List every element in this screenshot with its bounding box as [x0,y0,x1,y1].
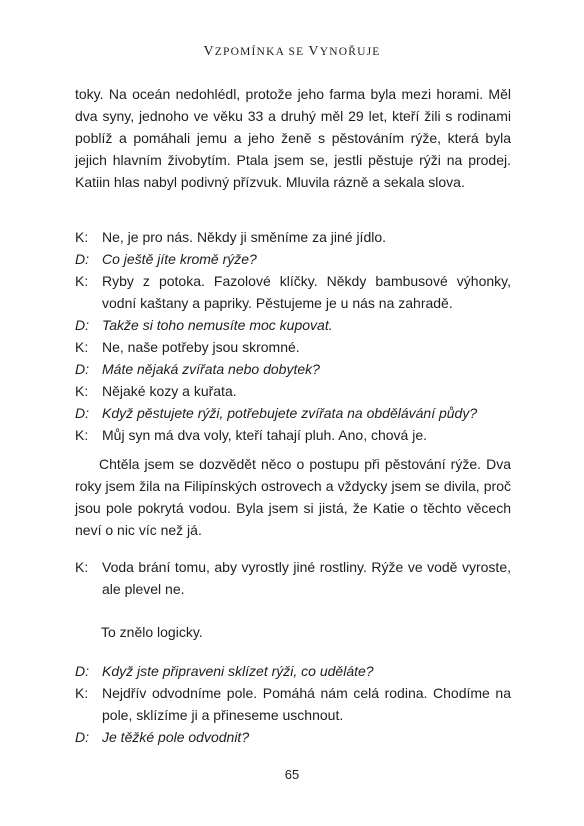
dialog-text: Když pěstujete rýži, potřebujete zvířata na obdělávání půdy? [102,405,478,421]
dialog-text: Nejdřív odvodníme pole. Pomáhá nám celá rodina. Chodíme na pole, sklízíme ji a přineseme uschnout. [102,685,511,723]
speaker-label: K: [75,559,89,575]
running-header [0,44,584,60]
dialog-line [75,660,511,682]
paragraph-1: toky. Na oceán nedohlédl, protože jeho farma byla mezi horami. Měl dva syny, jednoho ve věku 33 a druhý měl 29 let, kteří žili s rodinami poblíž a pomáhali jemu a jeho ženě s pěstováním rýže, která byla jejich hlavním živobytím. Ptala jsem se, jestli pěstuje rýži na prodej. Katiin hlas nabyl podivný přízvuk. Mluvila rázně a sekala slova. [75,86,511,190]
dialog-text: Nějaké kozy a kuřata. [102,383,237,399]
narration-line: To znělo logicky. [101,624,203,640]
header-rest-2: YNOŘUJE [319,46,381,58]
dialog-line [75,248,511,270]
dialog-line [75,556,511,600]
header-cap-1: V [203,44,215,59]
dialog-text: Je těžké pole odvodnit? [102,729,250,745]
page-number: 65 [284,767,300,782]
speaker-label: D: [75,663,89,679]
dialog-text: Když jste připraveni sklízet rýži, co uděláte? [102,663,374,679]
dialog-line [75,336,511,358]
dialog-line [75,726,511,748]
dialog-block-2 [75,556,511,600]
speaker-label: K: [75,229,89,245]
dialog-line [75,424,511,446]
speaker-label: K: [75,383,89,399]
dialog-line [75,226,511,248]
speaker-label: K: [75,685,89,701]
dialog-block-3 [75,660,511,748]
speaker-label: D: [75,317,89,333]
header-rest-1: ZPOMÍNKA SE [214,46,309,58]
dialog-text: Ne, naše potřeby jsou skromné. [102,339,300,355]
header-cap-2: V [308,44,320,59]
dialog-block-1 [75,226,511,446]
dialog-text: Takže si toho nemusíte moc kupovat. [102,317,333,333]
speaker-label: D: [75,405,89,421]
dialog-line [75,682,511,726]
dialog-line [75,380,511,402]
speaker-label: D: [75,729,89,745]
dialog-line [75,358,511,380]
dialog-text: Ryby z potoka. Fazolové klíčky. Někdy bambusové výhonky, vodní kaštany a papriky. Pěstujeme je u nás na zahradě. [102,273,511,311]
dialog-line [75,270,511,314]
dialog-text: Voda brání tomu, aby vyrostly jiné rostliny. Rýže ve vodě vyroste, ale plevel ne. [102,559,511,597]
dialog-text: Máte nějaká zvířata nebo dobytek? [102,361,320,377]
dialog-line [75,402,511,424]
dialog-text: Co ještě jíte kromě rýže? [102,251,257,267]
speaker-label: K: [75,273,89,289]
speaker-label: D: [75,251,89,267]
dialog-line [75,314,511,336]
dialog-text: Můj syn má dva voly, kteří tahají pluh. Ano, chová je. [102,427,428,443]
speaker-label: K: [75,427,89,443]
speaker-label: D: [75,361,89,377]
dialog-text: Ne, je pro nás. Někdy ji směníme za jiné jídlo. [102,229,387,245]
paragraph-2: Chtěla jsem se dozvědět něco o postupu při pěstování rýže. Dva roky jsem žila na Filipínských ostrovech a vždycky jsem se divila, proč jsou pole pokrytá vodou. Byla jsem si jistá, že Katie o těchto věcech neví o nic víc než já. [75,456,511,538]
speaker-label: K: [75,339,89,355]
